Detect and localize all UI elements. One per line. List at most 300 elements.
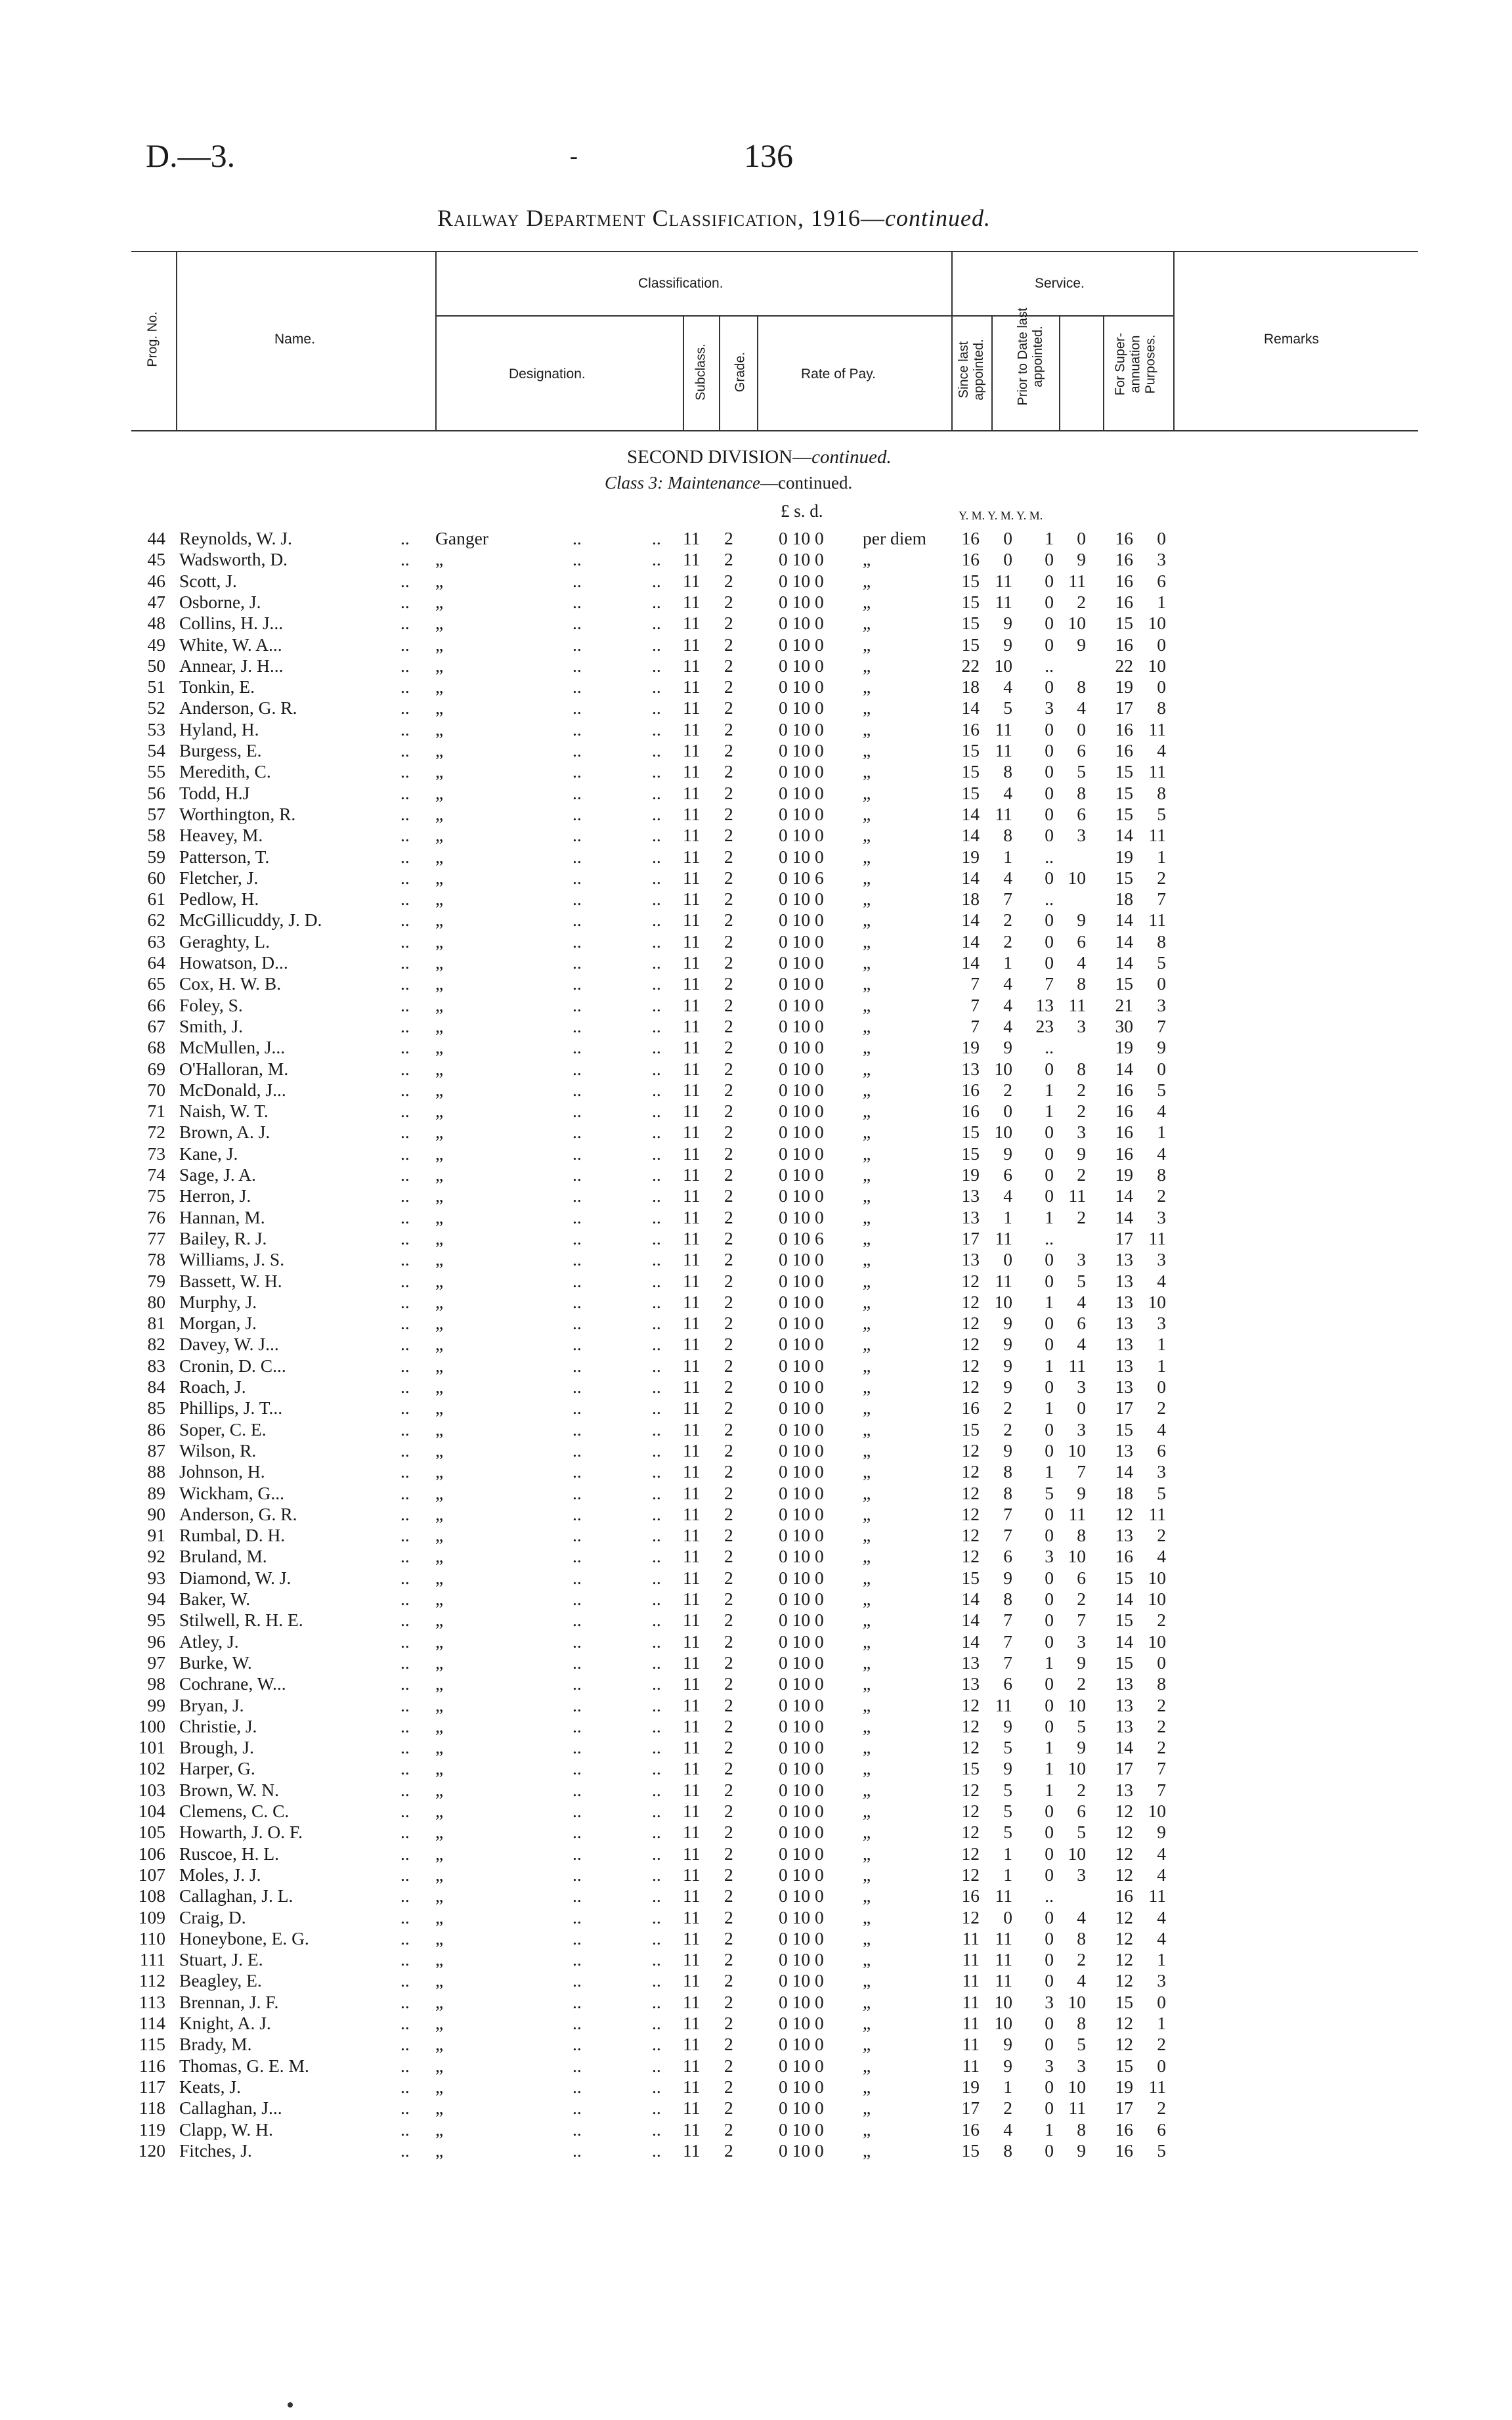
row-since-years: 18: [961, 889, 980, 910]
row-super-months: 0: [1157, 2055, 1166, 2076]
row-prog-no: 72: [147, 1122, 165, 1143]
row-rate: 0 10 0: [779, 1801, 824, 1821]
leader-dots: ..: [652, 549, 661, 570]
leader-dots: ..: [652, 1482, 661, 1503]
leader-dots: ..: [652, 1737, 661, 1758]
row-super-years: 17: [1115, 1397, 1133, 1419]
row-prior-years: 0: [1045, 676, 1054, 697]
row-prior-years: 0: [1045, 570, 1054, 591]
class-heading: [605, 473, 852, 493]
row-super-years: 12: [1115, 2013, 1133, 2033]
row-grade: 2: [724, 1949, 733, 1970]
leader-dots: ..: [652, 1631, 661, 1652]
row-prior-years: 0: [1045, 761, 1054, 782]
row-name: Rumbal, D. H.: [179, 1525, 286, 1546]
row-since-years: 15: [961, 782, 980, 803]
row-super-months: 2: [1157, 1610, 1166, 1631]
row-since-months: 10: [994, 1058, 1012, 1079]
row-prior-months: 9: [1077, 1737, 1086, 1758]
row-subclass: 11: [683, 1970, 701, 1991]
row-prior-years: 1: [1045, 1355, 1054, 1376]
row-subclass: 11: [683, 1376, 701, 1397]
row-grade: 2: [724, 973, 733, 994]
table-row: [0, 613, 1512, 634]
row-grade: 2: [724, 1503, 733, 1524]
table-row: [0, 1589, 1512, 1610]
row-prior-years: 0: [1045, 1610, 1054, 1631]
row-prior-months: 4: [1077, 1291, 1086, 1312]
row-grade: 2: [724, 1525, 733, 1546]
row-since-months: 9: [1003, 613, 1012, 634]
row-subclass: 11: [683, 867, 701, 888]
row-since-years: 14: [961, 1589, 980, 1609]
row-designation: „: [435, 1291, 444, 1312]
leader-dots: ..: [400, 1376, 410, 1397]
row-subclass: 11: [683, 1525, 701, 1546]
row-since-years: 14: [961, 697, 980, 718]
row-rate-period: „: [863, 846, 871, 867]
row-super-years: 19: [1115, 1164, 1133, 1185]
leader-dots: ..: [572, 1822, 582, 1843]
row-super-years: 12: [1115, 2034, 1133, 2055]
row-prog-no: 81: [147, 1313, 165, 1334]
leader-dots: ..: [572, 1185, 582, 1206]
row-prior-years: 5: [1045, 1482, 1054, 1503]
leader-dots: ..: [400, 1461, 410, 1482]
row-rate: 0 10 0: [779, 1419, 824, 1440]
row-prior-years: 0: [1045, 1906, 1054, 1927]
row-rate: 0 10 0: [779, 1970, 824, 1991]
row-prior-months: 3: [1077, 1015, 1086, 1036]
row-name: Stilwell, R. H. E.: [179, 1610, 303, 1631]
row-super-months: 10: [1148, 655, 1166, 676]
leader-dots: ..: [400, 655, 410, 676]
page-title-continued: continued.: [885, 205, 991, 231]
table-row: [0, 1673, 1512, 1694]
row-prior-years: ..: [1045, 1037, 1054, 1058]
table-row: [0, 1101, 1512, 1122]
row-designation: „: [435, 718, 444, 739]
row-subclass: 11: [683, 1503, 701, 1524]
leader-dots: ..: [572, 528, 582, 548]
row-since-years: 15: [961, 1758, 980, 1779]
row-subclass: 11: [683, 718, 701, 739]
row-prior-years: 23: [1035, 1015, 1054, 1036]
table-row: [0, 1164, 1512, 1185]
row-since-years: 12: [961, 1270, 980, 1291]
row-grade: 2: [724, 889, 733, 910]
leader-dots: ..: [652, 1101, 661, 1122]
table-row: [0, 1292, 1512, 1313]
row-super-months: 3: [1157, 994, 1166, 1015]
table-row: [0, 592, 1512, 613]
row-subclass: 11: [683, 2013, 701, 2033]
leader-dots: ..: [400, 910, 410, 931]
row-since-years: 13: [961, 1206, 980, 1227]
row-prior-months: 9: [1077, 910, 1086, 931]
row-grade: 2: [724, 1461, 733, 1482]
row-rate: 0 10 0: [779, 1185, 824, 1206]
row-since-months: 6: [1003, 1164, 1012, 1185]
row-designation: „: [435, 1589, 444, 1609]
row-since-years: 15: [961, 1567, 980, 1588]
row-prior-months: 2: [1077, 591, 1086, 612]
row-designation: „: [435, 1758, 444, 1779]
row-designation: „: [435, 549, 444, 570]
row-super-months: 10: [1148, 1589, 1166, 1609]
row-prog-no: 95: [147, 1610, 165, 1631]
leader-dots: ..: [572, 1079, 582, 1100]
row-super-months: 0: [1157, 1058, 1166, 1079]
row-designation: „: [435, 1461, 444, 1482]
row-name: McMullen, J...: [179, 1037, 286, 1058]
row-designation: „: [435, 1037, 444, 1058]
row-grade: 2: [724, 676, 733, 697]
leader-dots: ..: [652, 1037, 661, 1058]
row-rate-period: „: [863, 570, 871, 591]
leader-dots: ..: [652, 1525, 661, 1546]
leader-dots: ..: [400, 782, 410, 803]
row-since-years: 11: [962, 1927, 980, 1948]
row-super-months: 11: [1148, 718, 1166, 739]
row-super-months: 1: [1157, 1122, 1166, 1143]
row-prog-no: 53: [147, 718, 165, 739]
row-prior-months: 3: [1077, 1631, 1086, 1652]
row-name: Brennan, J. F.: [179, 1991, 279, 2012]
leader-dots: ..: [400, 1885, 410, 1906]
row-rate-period: „: [863, 782, 871, 803]
row-grade: 2: [724, 1758, 733, 1779]
row-prog-no: 115: [139, 2034, 165, 2055]
row-grade: 2: [724, 1122, 733, 1143]
row-since-months: 1: [1003, 952, 1012, 973]
row-super-months: 8: [1157, 782, 1166, 803]
row-rate-period: „: [863, 1227, 871, 1248]
row-rate-period: „: [863, 1249, 871, 1270]
row-subclass: 11: [683, 1885, 701, 1906]
row-rate: 0 10 0: [779, 1694, 824, 1715]
row-name: Atley, J.: [179, 1631, 239, 1652]
row-prior-years: 0: [1045, 1419, 1054, 1440]
row-prog-no: 111: [139, 1949, 165, 1970]
row-super-years: 14: [1115, 910, 1133, 931]
row-prior-months: 2: [1077, 1949, 1086, 1970]
row-since-years: 7: [970, 973, 980, 994]
leader-dots: ..: [652, 1843, 661, 1864]
table-row: [0, 1397, 1512, 1419]
row-prog-no: 76: [147, 1206, 165, 1227]
row-name: Fitches, J.: [179, 2140, 252, 2161]
leader-dots: ..: [652, 1589, 661, 1609]
row-since-years: 16: [961, 1101, 980, 1122]
leader-dots: ..: [652, 1079, 661, 1100]
row-since-years: 13: [961, 1249, 980, 1270]
leader-dots: ..: [572, 1737, 582, 1758]
leader-dots: ..: [652, 2098, 661, 2119]
row-grade: 2: [724, 2098, 733, 2119]
row-super-years: 18: [1115, 1482, 1133, 1503]
row-grade: 2: [724, 1970, 733, 1991]
row-super-months: 4: [1157, 1419, 1166, 1440]
row-designation: Ganger: [435, 528, 488, 548]
row-rate: 0 10 0: [779, 528, 824, 548]
row-grade: 2: [724, 2013, 733, 2033]
row-prior-years: 0: [1045, 1567, 1054, 1588]
leader-dots: ..: [400, 2076, 410, 2097]
row-rate: 0 10 0: [779, 1397, 824, 1419]
row-name: Brady, M.: [179, 2034, 252, 2055]
leader-dots: ..: [572, 1015, 582, 1036]
row-name: Ruscoe, H. L.: [179, 1843, 279, 1864]
row-prog-no: 89: [147, 1482, 165, 1503]
row-subclass: 11: [683, 1737, 701, 1758]
row-rate: 0 10 0: [779, 2119, 824, 2140]
header-remarks: Remarks: [1264, 332, 1320, 347]
row-designation: „: [435, 2119, 444, 2140]
row-designation: „: [435, 1567, 444, 1588]
leader-dots: ..: [572, 1355, 582, 1376]
table-row: [0, 571, 1512, 592]
row-prior-months: 8: [1077, 676, 1086, 697]
row-designation: „: [435, 1313, 444, 1334]
row-since-months: 8: [1003, 1461, 1012, 1482]
class-suffix: —continued.: [760, 473, 853, 493]
row-grade: 2: [724, 1334, 733, 1355]
row-subclass: 11: [683, 740, 701, 760]
row-prog-no: 90: [147, 1503, 165, 1524]
row-name: Wilson, R.: [179, 1440, 257, 1461]
row-designation: „: [435, 1991, 444, 2012]
row-prog-no: 62: [147, 910, 165, 931]
row-prog-no: 107: [138, 1864, 165, 1885]
row-super-months: 11: [1148, 2076, 1166, 2097]
row-grade: 2: [724, 1589, 733, 1609]
leader-dots: ..: [572, 2055, 582, 2076]
row-since-years: 22: [961, 655, 980, 676]
table-row: [0, 1504, 1512, 1525]
leader-dots: ..: [572, 570, 582, 591]
row-super-months: 2: [1157, 2034, 1166, 2055]
row-name: Johnson, H.: [179, 1461, 265, 1482]
table-row: [0, 1313, 1512, 1334]
row-grade: 2: [724, 1079, 733, 1100]
row-rate: 0 10 6: [779, 1227, 824, 1248]
row-prior-years: 1: [1045, 1758, 1054, 1779]
leader-dots: ..: [572, 1101, 582, 1122]
leader-dots: ..: [572, 1927, 582, 1948]
row-name: Moles, J. J.: [179, 1864, 261, 1885]
row-prior-months: 8: [1077, 1525, 1086, 1546]
leader-dots: ..: [572, 1631, 582, 1652]
row-super-months: 11: [1148, 761, 1166, 782]
row-rate-period: „: [863, 1122, 871, 1143]
leader-dots: ..: [572, 1503, 582, 1524]
row-subclass: 11: [683, 1164, 701, 1185]
leader-dots: ..: [652, 1397, 661, 1419]
leader-dots: ..: [400, 931, 410, 952]
row-since-years: 12: [961, 1801, 980, 1821]
row-rate: 0 10 0: [779, 761, 824, 782]
leader-dots: ..: [652, 1249, 661, 1270]
leader-dots: ..: [652, 613, 661, 634]
row-rate: 0 10 0: [779, 1906, 824, 1927]
row-rate: 0 10 0: [779, 2098, 824, 2119]
page-number: 136: [744, 137, 793, 174]
table-row: [0, 2077, 1512, 2098]
row-super-years: 15: [1115, 1567, 1133, 1588]
row-super-years: 16: [1115, 2140, 1133, 2161]
header-divider: [176, 251, 177, 431]
leader-dots: ..: [652, 1461, 661, 1482]
row-name: Bryan, J.: [179, 1694, 244, 1715]
row-since-months: 5: [1003, 697, 1012, 718]
table-row: [0, 1483, 1512, 1504]
row-prior-months: 7: [1077, 1610, 1086, 1631]
row-prog-no: 49: [147, 634, 165, 655]
row-grade: 2: [724, 1694, 733, 1715]
row-rate-period: „: [863, 1291, 871, 1312]
row-since-months: 7: [1003, 1525, 1012, 1546]
row-prog-no: 119: [139, 2119, 165, 2140]
leader-dots: ..: [400, 1758, 410, 1779]
row-designation: „: [435, 1652, 444, 1673]
row-super-years: 13: [1115, 1525, 1133, 1546]
row-super-months: 2: [1157, 1525, 1166, 1546]
leader-dots: ..: [652, 740, 661, 760]
row-super-months: 0: [1157, 634, 1166, 655]
row-rate-period: „: [863, 1589, 871, 1609]
leader-dots: ..: [652, 697, 661, 718]
row-subclass: 11: [683, 1822, 701, 1843]
row-rate-period: „: [863, 1101, 871, 1122]
leader-dots: ..: [572, 613, 582, 634]
row-rate: 0 10 0: [779, 740, 824, 760]
row-rate: 0 10 0: [779, 1991, 824, 2012]
row-rate: 0 10 0: [779, 1143, 824, 1164]
row-subclass: 11: [683, 2098, 701, 2119]
row-prior-years: 1: [1045, 1397, 1054, 1419]
row-super-years: 14: [1115, 1206, 1133, 1227]
table-row: [0, 2098, 1512, 2119]
row-rate-period: „: [863, 1864, 871, 1885]
row-designation: „: [435, 1801, 444, 1821]
leader-dots: ..: [572, 1122, 582, 1143]
row-rate-period: „: [863, 889, 871, 910]
leader-dots: ..: [652, 1334, 661, 1355]
table-row: [0, 549, 1512, 570]
row-super-years: 16: [1115, 591, 1133, 612]
row-since-months: 9: [1003, 1334, 1012, 1355]
row-subclass: 11: [683, 1058, 701, 1079]
leader-dots: ..: [400, 1482, 410, 1503]
row-designation: „: [435, 1715, 444, 1736]
row-prog-no: 88: [147, 1461, 165, 1482]
leader-dots: ..: [572, 1652, 582, 1673]
row-designation: „: [435, 1610, 444, 1631]
row-super-months: 3: [1157, 1249, 1166, 1270]
table-row: [0, 1037, 1512, 1058]
leader-dots: ..: [652, 1206, 661, 1227]
row-rate-period: „: [863, 1058, 871, 1079]
row-designation: „: [435, 910, 444, 931]
row-since-years: 15: [961, 2140, 980, 2161]
row-super-months: 0: [1157, 528, 1166, 548]
row-prior-years: 3: [1045, 1546, 1054, 1567]
leader-dots: ..: [400, 1164, 410, 1185]
leader-dots: ..: [400, 1079, 410, 1100]
leader-dots: ..: [652, 1546, 661, 1567]
table-row: [0, 1610, 1512, 1631]
row-prog-no: 86: [147, 1419, 165, 1440]
row-prog-no: 97: [147, 1652, 165, 1673]
row-prog-no: 109: [138, 1906, 165, 1927]
row-prog-no: 63: [147, 931, 165, 952]
row-prior-months: 2: [1077, 1779, 1086, 1800]
row-designation: „: [435, 1206, 444, 1227]
leader-dots: ..: [652, 1270, 661, 1291]
row-name: Baker, W.: [179, 1589, 251, 1609]
row-since-years: 14: [961, 1610, 980, 1631]
row-name: Worthington, R.: [179, 803, 296, 824]
row-prog-no: 112: [139, 1970, 165, 1991]
leader-dots: ..: [652, 1991, 661, 2012]
leader-dots: ..: [400, 1101, 410, 1122]
row-super-months: 1: [1157, 591, 1166, 612]
row-since-months: 11: [995, 570, 1012, 591]
row-rate: 0 10 0: [779, 1122, 824, 1143]
row-rate: 0 10 0: [779, 718, 824, 739]
row-since-months: 1: [1003, 1843, 1012, 1864]
row-prior-months: 2: [1077, 1589, 1086, 1609]
row-prior-months: 9: [1077, 2140, 1086, 2161]
row-prior-months: 10: [1068, 1991, 1086, 2012]
row-name: McDonald, J...: [179, 1079, 286, 1100]
leader-dots: ..: [572, 676, 582, 697]
row-rate: 0 10 0: [779, 1440, 824, 1461]
row-since-years: 12: [961, 1822, 980, 1843]
table-row: [0, 1419, 1512, 1440]
row-designation: „: [435, 867, 444, 888]
row-grade: 2: [724, 549, 733, 570]
leader-dots: ..: [572, 2076, 582, 2097]
table-row: [0, 1059, 1512, 1080]
row-rate-period: „: [863, 1546, 871, 1567]
row-since-months: 5: [1003, 1737, 1012, 1758]
row-subclass: 11: [683, 1567, 701, 1588]
row-designation: „: [435, 1355, 444, 1376]
row-since-years: 14: [961, 867, 980, 888]
row-prog-no: 54: [147, 740, 165, 760]
row-designation: „: [435, 2076, 444, 2097]
row-name: Soper, C. E.: [179, 1419, 267, 1440]
row-grade: 2: [724, 2140, 733, 2161]
row-designation: „: [435, 1949, 444, 1970]
leader-dots: ..: [572, 803, 582, 824]
row-since-months: 2: [1003, 2098, 1012, 2119]
leader-dots: ..: [572, 1906, 582, 1927]
row-prog-no: 48: [147, 613, 165, 634]
row-subclass: 11: [683, 634, 701, 655]
header-mid-rule: [435, 315, 1173, 317]
row-rate-period: „: [863, 1822, 871, 1843]
row-prog-no: 44: [147, 528, 165, 548]
row-grade: 2: [724, 1164, 733, 1185]
row-super-months: 10: [1148, 1801, 1166, 1821]
row-prog-no: 60: [147, 867, 165, 888]
table-row: [0, 910, 1512, 931]
row-prior-months: 3: [1077, 825, 1086, 846]
row-since-months: 11: [995, 1885, 1012, 1906]
